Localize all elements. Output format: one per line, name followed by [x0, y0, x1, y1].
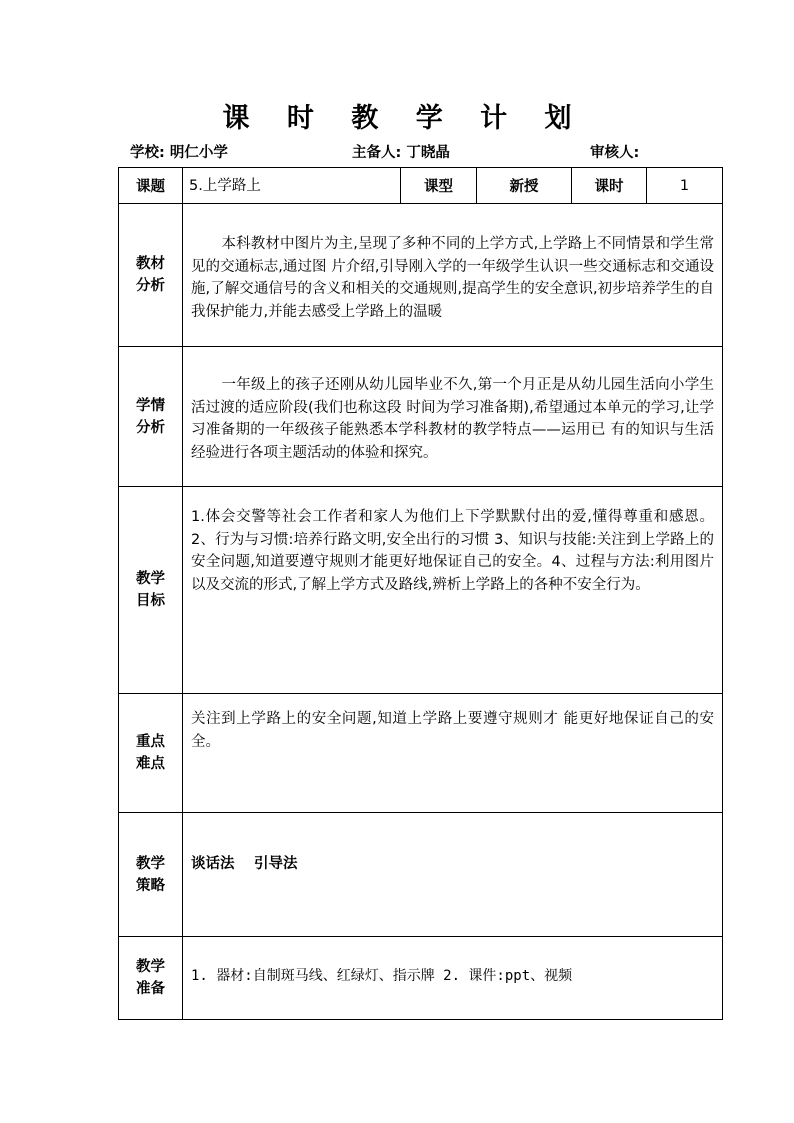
strategy-label — [119, 813, 183, 937]
label-line: 策略 — [136, 877, 165, 894]
preparation-row — [119, 937, 723, 1020]
label-line: 教学 — [136, 571, 165, 587]
preparation-content — [183, 937, 723, 1020]
header-row — [119, 168, 723, 204]
strategy-row — [119, 813, 723, 937]
label-line: 重点 — [136, 734, 165, 750]
label-line: 教材 — [136, 256, 165, 272]
school-field — [130, 141, 228, 162]
lesson-plan-table — [118, 167, 723, 1020]
strategy-content — [183, 813, 723, 937]
hours-label: 课时 — [572, 168, 647, 204]
label-line: 目标 — [136, 593, 165, 609]
textbook-analysis-text: 本科教材中图片为主,呈现了多种不同的上学方式,上学路上不同情景和学生常见的交通标志,通过图 片介绍,引导刚入学的一年级学生认识一些交通标志和交通设施,了解交通信号的含义和相关的交通规则,提高学生的安全意识,初步培养学生的自我保护能力,并能去感受上学路上的温暖 — [191, 236, 714, 320]
topic-value: 5.上学路上 — [183, 168, 401, 204]
teaching-goals-text: 1.体会交警等社会工作者和家人为他们上下学默默付出的爱,懂得尊重和感恩。 2、行为与习惯:培养行路文明,安全出行的习惯 3、知识与技能:关注到上学路上的安全问题,知道要遵守规则才能更好地保证自己的安全。4、过程与方法:利用图片以及交流的形式,了解上学方式及路线,辨析上学路上的各种不安全行为。 — [191, 509, 714, 593]
label-line: 难点 — [136, 756, 165, 772]
student-analysis-content — [183, 347, 723, 487]
label-line: 学情 — [136, 397, 165, 414]
preparer-field — [352, 141, 450, 162]
key-points-label — [119, 694, 183, 813]
strategy-text: 谈话法 引导法 — [191, 856, 298, 873]
key-points-text: 关注到上学路上的安全问题,知道上学路上要遵守规则才 能更好地保证自己的安全。 — [191, 711, 714, 750]
teaching-goals-row — [119, 487, 723, 694]
student-analysis-label — [119, 347, 183, 487]
label-line: 准备 — [136, 981, 165, 997]
textbook-analysis-row — [119, 204, 723, 347]
teaching-goals-label — [119, 487, 183, 694]
page-title: 课 时 教 学 计 划 — [222, 103, 586, 134]
preparer-label: 主备人: — [352, 145, 402, 161]
textbook-analysis-content — [183, 204, 723, 347]
key-points-content — [183, 694, 723, 813]
type-value: 新授 — [477, 168, 572, 204]
reviewer-field — [590, 141, 639, 162]
label-line: 分析 — [136, 278, 165, 294]
label-line: 教学 — [136, 959, 165, 975]
student-analysis-text: 一年级上的孩子还刚从幼儿园毕业不久,第一个月正是从幼儿园生活向小学生活过渡的适应阶段(我们也称这段 时间为学习准备期),希望通过本单元的学习,让学习准备期的一年级孩子能熟悉本学科教材的教学特点——运用已 有的知识与生活经验进行各项主题活动的体验和探究。 — [191, 377, 714, 461]
label-line: 教学 — [136, 855, 165, 872]
teaching-goals-content — [183, 487, 723, 694]
school-value: 明仁小学 — [169, 145, 228, 161]
key-points-row — [119, 694, 723, 813]
preparer-value: 丁晓晶 — [406, 145, 450, 161]
reviewer-label: 审核人: — [590, 145, 640, 161]
preparation-text: 1. 器材:自制斑马线、红绿灯、指示牌 2. 课件:ppt、视频 — [191, 967, 573, 984]
label-line: 分析 — [136, 419, 165, 436]
preparation-label — [119, 937, 183, 1020]
type-label: 课型 — [401, 168, 477, 204]
topic-label: 课题 — [119, 168, 183, 204]
textbook-analysis-label — [119, 204, 183, 347]
school-label: 学校: — [130, 145, 165, 161]
student-analysis-row — [119, 347, 723, 487]
hours-value: 1 — [647, 168, 723, 204]
